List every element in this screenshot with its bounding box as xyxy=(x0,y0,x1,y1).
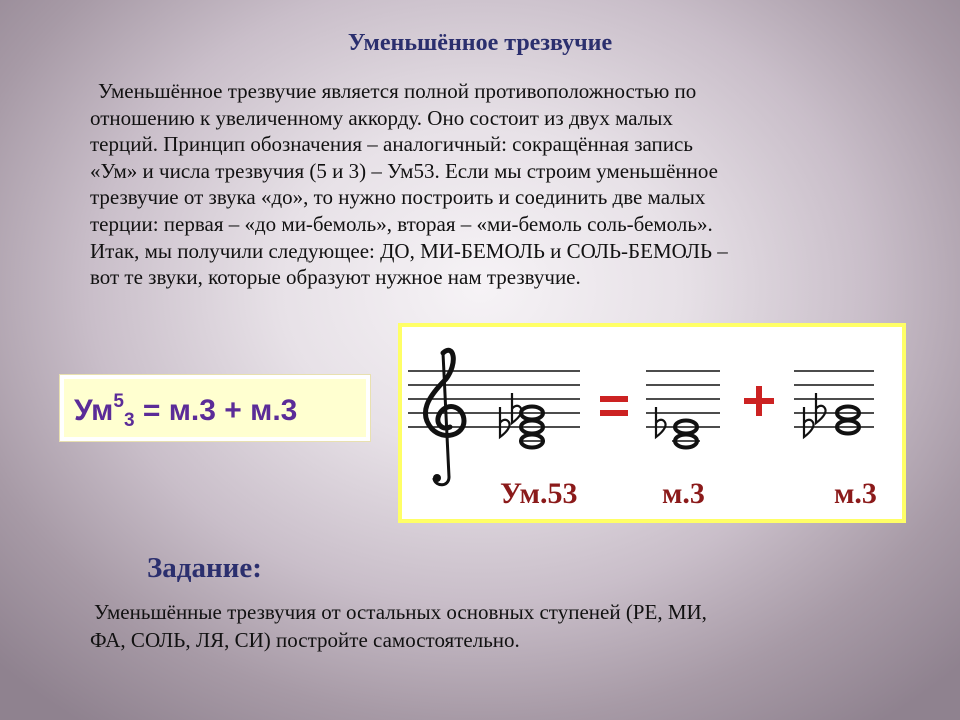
formula-superscript: 5 xyxy=(113,391,124,412)
interval-2-notes xyxy=(837,407,859,434)
task-line: Уменьшённые трезвучия от остальных основных ступеней (РЕ, МИ, xyxy=(94,600,707,624)
interval-1-notes xyxy=(675,421,697,448)
notation-figure xyxy=(402,327,902,519)
task-line: ФА, СОЛЬ, ЛЯ, СИ) постройте самостоятельно. xyxy=(90,628,520,652)
explanation-paragraph xyxy=(90,78,870,291)
formula-text xyxy=(74,391,297,432)
label-diminished-triad: Ум.53 xyxy=(500,477,578,510)
formula-rest: = м.3 + м.3 xyxy=(134,394,298,427)
paragraph-line: вот те звуки, которые образуют нужное нам трезвучие. xyxy=(90,265,581,290)
plus-icon xyxy=(744,386,774,416)
task-text xyxy=(90,598,870,654)
formula-box xyxy=(60,375,370,441)
task-heading: Задание: xyxy=(147,552,262,584)
label-minor-third-1: м.3 xyxy=(662,477,705,510)
slide-title: Уменьшённое трезвучие xyxy=(347,30,613,56)
equals-icon xyxy=(600,399,628,413)
formula-subscript: 3 xyxy=(123,410,135,431)
notation-box xyxy=(398,323,906,523)
paragraph-line: Уменьшённое трезвучие является полной противоположностью по xyxy=(98,79,697,103)
paragraph-line: терций. Принцип обозначения – аналогичный: сокращённая запись xyxy=(90,132,693,157)
paragraph-line: «Ум» и числа трезвучия (5 и 3) – Ум53. Если мы строим уменьшённое xyxy=(90,158,718,183)
paragraph-line: трезвучие от звука «до», то нужно построить и соединить две малых xyxy=(90,185,706,210)
paragraph-line: Итак, мы получили следующее: ДО, МИ-БЕМОЛЬ и СОЛЬ-БЕМОЛЬ – xyxy=(90,238,728,263)
staff-3 xyxy=(794,371,874,427)
formula-prefix: Ум xyxy=(74,394,114,427)
flat-icon xyxy=(656,407,666,437)
label-minor-third-2: м.3 xyxy=(834,477,877,510)
paragraph-line: отношению к увеличенному аккорду. Оно состоит из двух малых xyxy=(90,105,673,130)
paragraph-line: терции: первая – «до ми-бемоль», вторая – «ми-бемоль соль-бемоль». xyxy=(90,211,713,236)
